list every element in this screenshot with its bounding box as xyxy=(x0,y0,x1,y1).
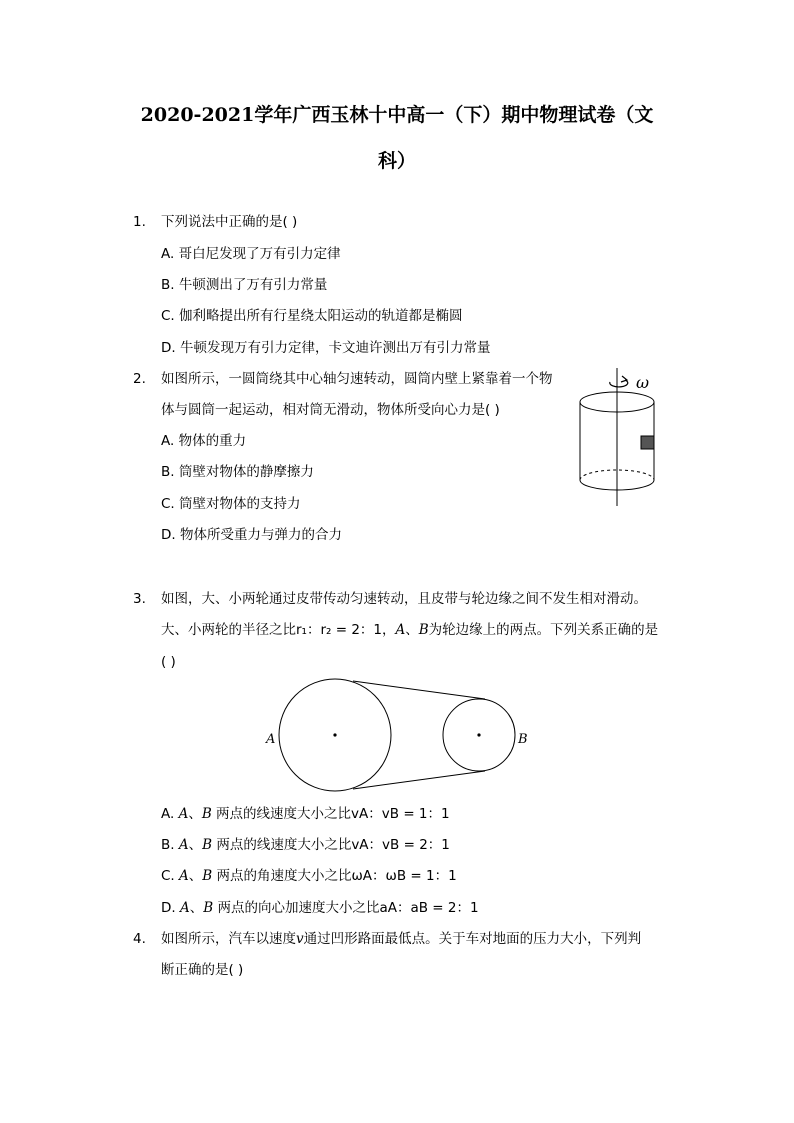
q4-stem-line-2: 断正确的是( ) xyxy=(161,962,244,978)
q3-option-c: C. A、B 两点的角速度大小之比ωA：ωB = 1：1 xyxy=(161,868,457,884)
small-wheel-center xyxy=(477,733,480,736)
title-line-1: 2020-2021学年广西玉林十中高一（下）期中物理试卷（文 xyxy=(140,104,654,126)
q1-option-d: D. 牛顿发现万有引力定律，卡文迪许测出万有引力常量 xyxy=(161,340,491,356)
q3-number: 3. xyxy=(133,591,146,607)
q4-stem-line-1: 如图所示，汽车以速度v通过凹形路面最低点。关于车对地面的压力大小，下列判 xyxy=(161,931,642,947)
q1-option-c: C. 伽利略提出所有行星绕太阳运动的轨道都是椭圆 xyxy=(161,308,463,324)
q1-option-b: B. 牛顿测出了万有引力常量 xyxy=(161,277,328,293)
q2-option-c: C. 筒壁对物体的支持力 xyxy=(161,496,301,512)
q2-option-d: D. 物体所受重力与弹力的合力 xyxy=(161,527,342,543)
q2-stem-line-2: 体与圆筒一起运动，相对筒无滑动，物体所受向心力是( ) xyxy=(161,402,500,418)
q1-option-a: A. 哥白尼发现了万有引力定律 xyxy=(161,246,341,262)
q2-option-b: B. 筒壁对物体的静摩擦力 xyxy=(161,464,314,480)
page-title xyxy=(95,92,699,184)
q3-option-b: B. A、B 两点的线速度大小之比vA：vB = 2：1 xyxy=(161,837,450,853)
belt-bottom xyxy=(353,771,485,789)
q3-option-d: D. A、B 两点的向心加速度大小之比aA：aB = 2：1 xyxy=(161,900,479,916)
q2-stem-line-1: 如图所示，一圆筒绕其中心轴匀速转动，圆筒内壁上紧靠着一个物 xyxy=(161,371,553,387)
q4-number: 4. xyxy=(133,931,146,947)
belt-top xyxy=(353,681,485,699)
q3-stem-line-1: 如图，大、小两轮通过皮带传动匀速转动，且皮带与轮边缘之间不发生相对滑动。 xyxy=(161,591,647,607)
q3-option-a: A. A、B 两点的线速度大小之比vA：vB = 1：1 xyxy=(161,806,450,822)
q1-number: 1. xyxy=(133,214,146,230)
q2-number: 2. xyxy=(133,371,146,387)
q3-stem-line-2: 大、小两轮的半径之比r₁：r₂ = 2：1，A、B为轮边缘上的两点。下列关系正确的是 xyxy=(161,622,659,638)
q2-option-a: A. 物体的重力 xyxy=(161,433,247,449)
block xyxy=(641,436,654,449)
omega-label: ω xyxy=(636,373,650,392)
q3-stem-line-3: ( ) xyxy=(161,654,176,670)
q1-stem: 下列说法中正确的是( ) xyxy=(161,214,298,230)
large-wheel-center xyxy=(333,733,336,736)
point-a-label: A xyxy=(266,732,276,747)
title-line-2: 科） xyxy=(377,150,416,172)
belt-drive-figure xyxy=(262,676,532,796)
point-b-label: B xyxy=(518,732,528,747)
cylinder-figure xyxy=(570,366,665,511)
